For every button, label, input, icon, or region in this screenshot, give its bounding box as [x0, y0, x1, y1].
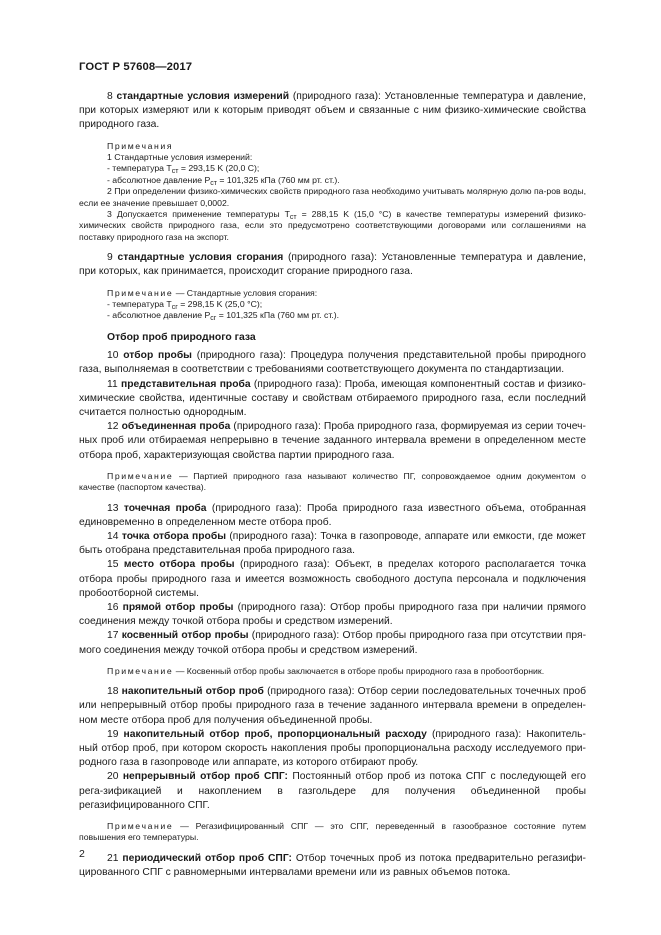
document-code: ГОСТ Р 57608—2017: [79, 61, 193, 73]
notes-title: Примечания: [107, 140, 174, 151]
term-name: стандартные условия сгорания: [117, 252, 284, 264]
term-19: 19 накопительный отбор проб, пропорциональный расходу (природного газа): Накопитель-ный отбор проб, при котором скорость накопления пробы пропорциональна расходу исследуемого при-родного газа в газопроводе или аппарате, из которого отбирают пробу.: [79, 728, 586, 769]
term-15: 15 место отбора пробы (природного газа): Объект, в пределах которого располагается точка отбора пробы природного газа и имеется возможность свободного доступа персонала и подключения пробоотборной системы.: [79, 559, 586, 599]
note-20: Примечание — Регазифицированный СПГ — это СПГ, переведенный в газообразное состояние путем повышения его температуры.: [79, 821, 586, 843]
term-13: 13 точечная проба (природного газа): Проба природного газа известного объема, отобранная единовременно в определенном месте отбора проб.: [79, 502, 586, 528]
note-12: Примечание — Партией природного газа называют количество ПГ, сопровождаемое одним документом о качестве (паспортом качества).: [79, 470, 586, 493]
section-title: Отбор проб природного газа: [107, 331, 256, 343]
term-16: 16 прямой отбор пробы (природного газа): Отбор пробы природного газа при наличии прямого соединения между точкой отбора пробы и средством измерений.: [79, 601, 586, 628]
note-9: Примечание — Стандартные условия сгорания: - температура $T_{сг} = 298,15$ K (25,0 °C); - абсолютное давление $P_{сг} = 101,325$ кПа (760 мм рт. ст.).: [107, 287, 340, 323]
term-9: 9 стандартные условия сгорания (природного газа): Установленные температура и давление, при которых, как принимается, происходит сгорание природного газа.: [79, 252, 587, 278]
term-12: 12 объединенная проба (природного газа): Проба природного газа, формируемая из серии точеч-ных проб или отбираемая непрерывно в течение заданного интервала времени в определенном месте отбора проб, характеризующая свойства партии природного газа.: [79, 421, 586, 461]
term-name: стандартные условия измерений: [116, 91, 290, 102]
term-10: 10 отбор пробы (природного газа): Процедура получения представительной пробы природного газа, выполняемая в соответствии с требованиями соответствующего документа по стандартизации.: [79, 350, 586, 376]
term-20: 20 непрерывный отбор проб СПГ: Постоянный отбор проб из потока СПГ с последующей его рега-зификацией и накоплением в газгольдере для получения объединенной пробы регазифицированного СПГ.: [79, 771, 586, 811]
term-17: 17 косвенный отбор пробы (природного газа): Отбор пробы природного газа при отсутствии пря-мого соединения между точкой отбора пробы и средством измерений.: [79, 630, 587, 656]
term-14: 14 точка отбора пробы (природного газа): Точка в газопроводе, аппарате или емкости, где может быть отобрана представительная проба природного газа.: [79, 530, 586, 557]
term-21: 21 периодический отбор проб СПГ: Отбор точечных проб из потока предварительно регазифи-цированного СПГ с равномерными интервалами времени или из равных объемов потока.: [79, 852, 586, 879]
notes-8: Примечания 1 Стандартные условия измерений: - температура $T_{ст} = 293,15$ K (20,0 C); - абсолютное давление $P_{ст} = 101,325$ кПа (760 мм рт. ст.). 2 При определении физико-химических свойств природного газа необходимо учитывать молярную долю па-ров воды, если ее значение превышает 0,0002. 3 Допускается применение температуры $T_{ст} = 288,15$ K (15,0 °C) в качестве температуры измерений физико-химических свойств природного газа, если это предусмотрено соответствующими договорами или соглашениями на поставку природного газа на экспорт.: [79, 140, 586, 242]
term-11: 11 представительная проба (природного газа): Проба, имеющая компонентный состав и физико-химические свойства, идентичные составу и свойствам отбираемого природного газа, если последний считается полностью однородным.: [79, 378, 586, 418]
page-number: 2: [79, 848, 85, 860]
document-body: [79, 90, 586, 880]
note-17: Примечание — Косвенный отбор пробы заключается в отборе пробы природного газа в пробоотборник.: [107, 665, 545, 676]
term-18: 18 накопительный отбор проб (природного газа): Отбор серии последовательных точечных проб или непрерывный отбор пробы природного газа в течение заданного интервала времени в определен-ном месте отбора проб для получения объединенной пробы.: [79, 686, 586, 726]
term-8: 8 стандартные условия измерений (природного газа): Установленные температура и давление, при которых измеряют или к которым приводят объем и связанные с ним физико-химические свойства природного газа.: [79, 91, 586, 131]
